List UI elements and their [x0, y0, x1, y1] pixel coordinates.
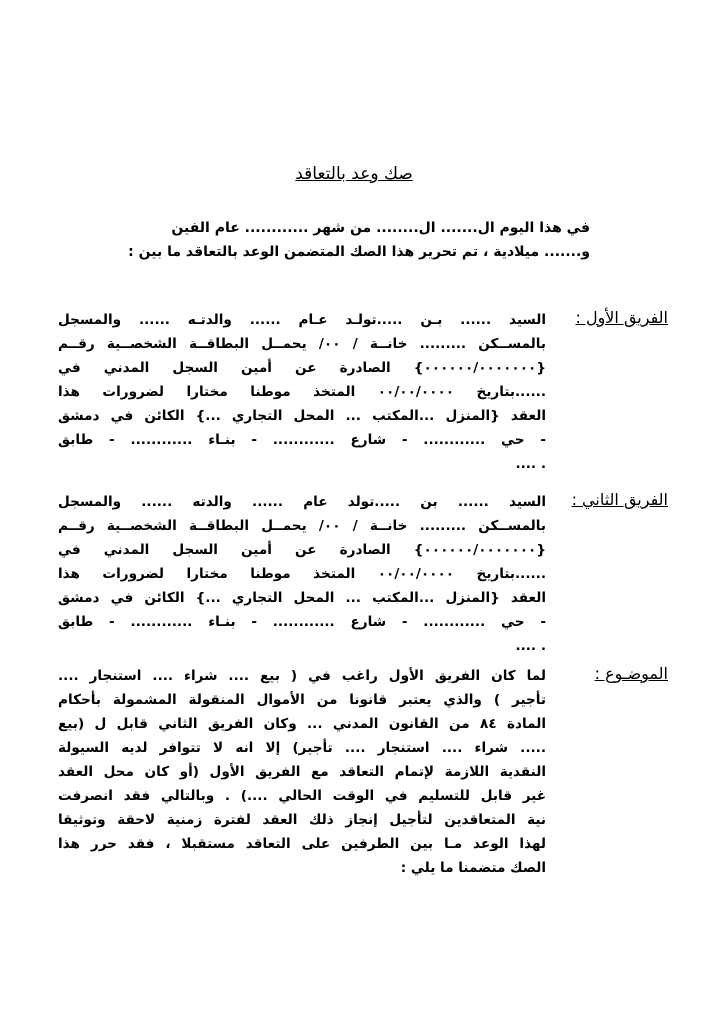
- second-party-text: [58, 490, 546, 658]
- text-line: العقد {المنزل ...المكتب ... المحل التجاري ...} الكائن في دمشق: [58, 408, 546, 424]
- intro-line: و....... ميلادية ، تم تحرير هذا الصك المتضمن الوعد بالتعاقد ما بين :: [128, 244, 590, 260]
- text-line: - حي ............ - شارع ............ - بنـاء ............ - طابق: [58, 432, 546, 448]
- second-party-label: الفريق الثاني :: [571, 490, 668, 509]
- text-line: السيد ...... بـن .....تولـد عـام ...... والدتـه ...... والمسجل: [58, 312, 546, 328]
- text-line: نية المتعاقدين لتأجيل إنجاز ذلك العقد لفترة زمنية لاحقة وتوثيقا: [58, 812, 546, 828]
- first-party-text: [58, 308, 546, 476]
- text-line: لهذا الوعد مـا بين الطرفين على التعاقد مستقبلا ، فقد حرر هذا: [58, 836, 546, 852]
- subject-section: [28, 664, 668, 904]
- text-line: {٠٠٠٠٠٠/٠٠٠٠٠٠٠} الصادرة عن أمين السجل المدني في: [58, 542, 546, 558]
- text-line: النقدية اللازمة لإتمام التعاقد مع الفريق الأول (أو كان محل العقد: [58, 764, 546, 780]
- text-line: . ....: [515, 456, 546, 472]
- text-line: ......بتاريخ ٠٠/٠٠/٠٠٠٠ المتخذ موطنا مختارا لضرورات هذا: [58, 566, 546, 582]
- second-party-section: [28, 490, 668, 660]
- subject-label: الموضـوع :: [594, 664, 668, 683]
- text-line: الصك متضمنا ما يلي :: [400, 860, 546, 876]
- text-line: {٠٠٠٠٠٠/٠٠٠٠٠٠٠} الصادرة عن أمين السجل المدني في: [58, 360, 546, 376]
- text-line: لما كان الفريق الأول راغب في ( بيع .... شراء .... استنجار ....: [58, 668, 546, 684]
- text-line: بالمســكن ......... خانــة / ٠٠/ يحمــل البطاقــة الشخصــية رقــم: [58, 518, 546, 534]
- intro-line: في هذا اليوم ال....... ال........ من شهر ............ عام الفين: [171, 220, 590, 236]
- text-line: المادة ٨٤ من القانون المدني ... وكان الفريق الثاني قابل ل (بيع: [58, 716, 546, 732]
- subject-text: [58, 664, 546, 880]
- text-line: ......بتاريخ ٠٠/٠٠/٠٠٠٠ المتخذ موطنا مختارا لضرورات هذا: [58, 384, 546, 400]
- text-line: بالمســكن ......... خانــة / ٠٠/ يحمــل البطاقــة الشخصــية رقــم: [58, 336, 546, 352]
- document-title: صك وعد بالتعاقد: [295, 164, 413, 184]
- text-line: - حي ............ - شارع ............ - بنـاء ............ - طابق: [58, 614, 546, 630]
- text-line: العقد {المنزل ...المكتب ... المحل التجاري ...} الكائن في دمشق: [58, 590, 546, 606]
- first-party-section: [28, 308, 668, 478]
- first-party-label: الفريق الأول :: [575, 308, 668, 327]
- text-line: ..... شراء .... استنجار .... تأجير) إلا انه لا تتوافر لديه السيولة: [58, 740, 546, 756]
- intro-paragraph: [90, 216, 590, 264]
- text-line: السيد ...... بن .....تولد عام ...... والدته ...... والمسجل: [58, 494, 546, 510]
- text-line: غير قابل للتسليم في الوقت الحالي ....) . وبالتالي فقد انصرفت: [58, 788, 546, 804]
- text-line: تأجير ) والذي يعتبر قانونا من الأموال المنقولة المشمولة بأحكام: [58, 692, 546, 708]
- text-line: . ....: [515, 638, 546, 654]
